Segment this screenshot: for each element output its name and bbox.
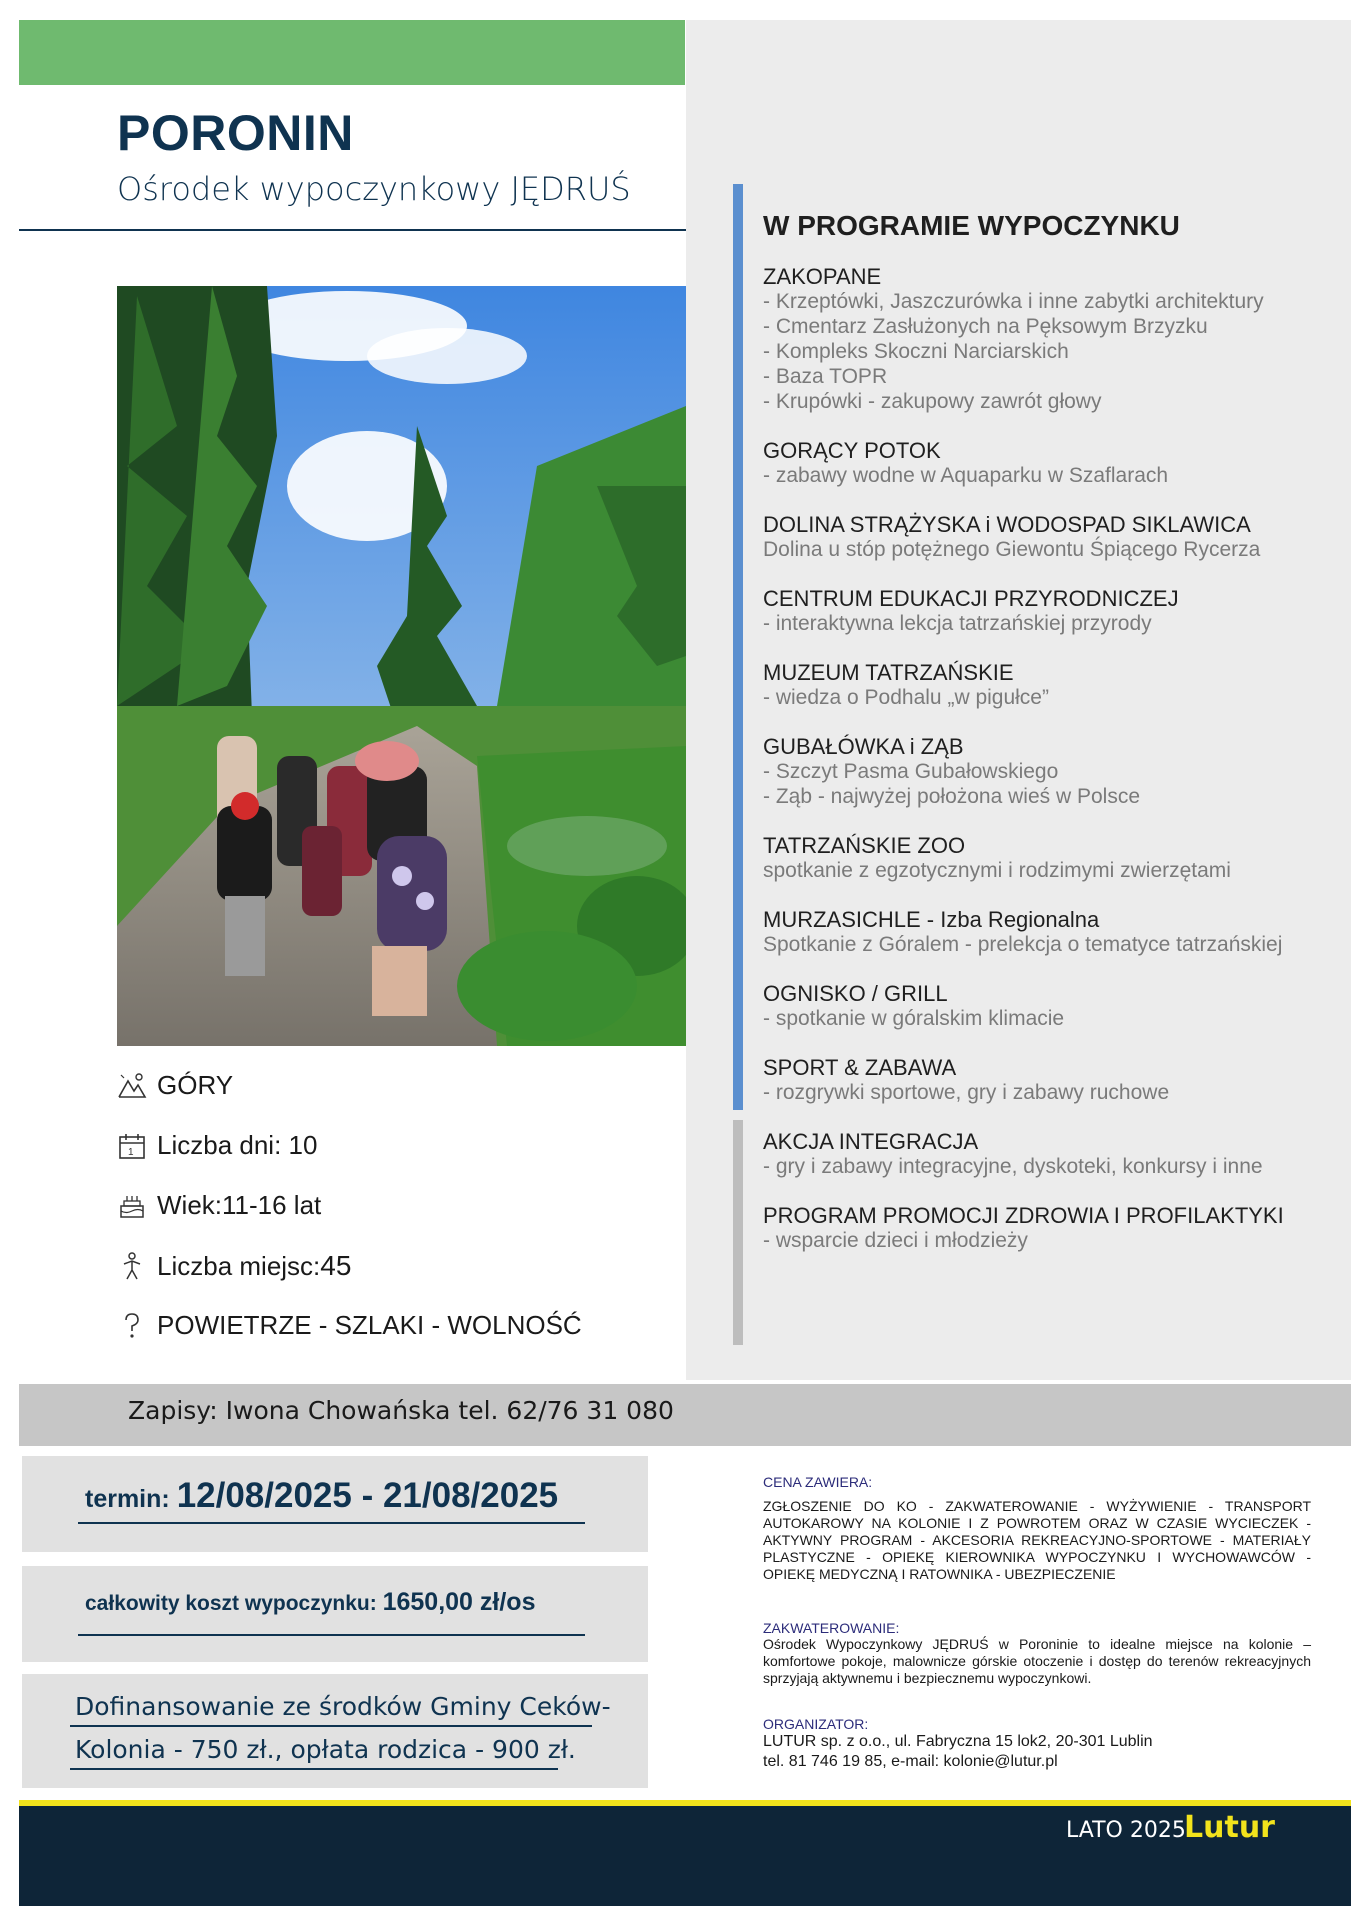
program-item	[763, 264, 1343, 414]
dates-text	[85, 1476, 558, 1516]
program-item-title: TATRZAŃSKIE ZOO	[763, 833, 966, 858]
dates-underline	[78, 1522, 585, 1524]
page-title: PORONIN	[117, 105, 354, 161]
program-item-title: ZAKOPANE	[763, 264, 882, 289]
program-item-line: - Baza TOPR	[763, 365, 888, 388]
program-item-title: OGNISKO / GRILL	[763, 981, 948, 1006]
fact-item	[117, 1190, 321, 1221]
subsidy-line-2: Kolonia - 750 zł., opłata rodzica - 900 zł.	[75, 1735, 576, 1764]
fact-item	[117, 1310, 582, 1341]
page-subtitle: Ośrodek wypoczynkowy JĘDRUŚ	[117, 170, 631, 208]
fact-item	[117, 1130, 317, 1161]
price-text	[85, 1588, 535, 1617]
program-item-line: Spotkanie z Góralem - prelekcja o tematyce tatrzańskiej	[763, 933, 1283, 956]
header-green-bar	[19, 20, 685, 85]
fact-item	[117, 1070, 233, 1101]
price-includes	[763, 1474, 1311, 1583]
cake-icon	[117, 1191, 147, 1221]
svg-text:1: 1	[128, 1146, 134, 1158]
accommodation-text: Ośrodek Wypoczynkowy JĘDRUŚ w Poroninie to idealne miejsce na kolonie – komfortowe pokoje, malownicze górskie otoczenie i dostęp do terenów rekreacyjnych sprzyjają aktywnemu i bezpiecznemu wypoczynkowi.	[763, 1636, 1311, 1686]
program-item-line: - rozgrywki sportowe, gry i zabawy ruchowe	[763, 1081, 1170, 1104]
price-includes-heading: CENA ZAWIERA:	[763, 1474, 873, 1490]
fact-value: 45	[320, 1250, 352, 1281]
photo-illustration	[117, 286, 686, 1046]
program-item-title: GUBAŁÓWKA i ZĄB	[763, 734, 964, 759]
price-underline	[78, 1634, 585, 1636]
brand-logo: Lutur	[1184, 1810, 1275, 1845]
fact-label: Liczba miejsc:	[157, 1250, 321, 1281]
title-divider	[19, 229, 686, 231]
program-list	[763, 264, 1343, 1277]
program-item-title: CENTRUM EDUKACJI PRZYRODNICZEJ	[763, 586, 1179, 611]
program-item	[763, 660, 1343, 710]
program-item	[763, 734, 1343, 809]
program-item-title: MUZEUM TATRZAŃSKIE	[763, 660, 1014, 685]
program-item-line: - gry i zabawy integracyjne, dyskoteki, konkursy i inne	[763, 1155, 1263, 1178]
organizer-address: LUTUR sp. z o.o., ul. Fabryczna 15 lok2, 20-301 Lublin	[763, 1733, 1153, 1750]
price-value: 1650,00 zł/os	[382, 1588, 536, 1616]
accommodation	[763, 1620, 1311, 1687]
program-item-line: - Krzeptówki, Jaszczurówka i inne zabytki architektury	[763, 290, 1264, 313]
program-item	[763, 512, 1343, 562]
organizer-contact: tel. 81 746 19 85, e-mail: kolonie@lutur.pl	[763, 1753, 1058, 1770]
program-item-line: - Szczyt Pasma Gubałowskiego	[763, 760, 1059, 783]
price-label: całkowity koszt wypoczynku:	[85, 1592, 383, 1615]
program-item-title: MURZASICHLE - Izba Regionalna	[763, 907, 1100, 932]
program-item-line: - spotkanie w góralskim klimacie	[763, 1007, 1065, 1030]
program-item-line: - wiedza o Podhalu „w pigułce”	[763, 686, 1049, 709]
program-item-line: - Cmentarz Zasłużonych na Pęksowym Brzyzku	[763, 315, 1208, 338]
program-item-title: SPORT & ZABAWA	[763, 1055, 957, 1080]
question-icon	[117, 1311, 147, 1341]
program-item	[763, 1055, 1343, 1105]
organizer-heading: ORGANIZATOR:	[763, 1716, 869, 1732]
program-item-title: PROGRAM PROMOCJI ZDROWIA I PROFILAKTYKI	[763, 1203, 1284, 1228]
registration-contact: Zapisy: Iwona Chowańska tel. 62/76 31 080	[128, 1396, 674, 1425]
program-item	[763, 586, 1343, 636]
program-item-line: - interaktywna lekcja tatrzańskiej przyrody	[763, 612, 1152, 635]
fact-label: GÓRY	[157, 1070, 234, 1100]
person-icon	[117, 1251, 147, 1281]
hiking-photo	[117, 286, 686, 1046]
price-includes-text: ZGŁOSZENIE DO KO - ZAKWATEROWANIE - WYŻYWIENIE - TRANSPORT AUTOKAROWY NA KOLONIE I Z POWROTEM ORAZ W CZASIE WYCIECZEK - AKTYWNY PROGRAM - AKCESORIA REKREACYJNO-SPORTOWE - MATERIAŁY PLASTYCZNE - OPIEKĘ KIEROWNIKA WYPOCZYNKU I WYCHOWAWCÓW - OPIEKĘ MEDYCZNĄ I RATOWNIKA - UBEZPIECZENIE	[763, 1498, 1311, 1582]
program-item-title: AKCJA INTEGRACJA	[763, 1129, 979, 1154]
program-title: W PROGRAMIE WYPOCZYNKU	[763, 210, 1180, 241]
fact-label: Wiek:11-16 lat	[157, 1190, 322, 1220]
footer-season: LATO 2025	[1066, 1818, 1186, 1843]
program-accent-bar-grey	[733, 1120, 743, 1345]
program-item-line: Dolina u stóp potężnego Giewontu Śpiącego Rycerza	[763, 538, 1261, 561]
dates-label: termin:	[85, 1485, 177, 1513]
program-accent-bar	[733, 184, 743, 1110]
program-item-line: - Kompleks Skoczni Narciarskich	[763, 340, 1069, 363]
dates-value: 12/08/2025 - 21/08/2025	[176, 1476, 559, 1515]
mountain-icon	[117, 1071, 147, 1101]
subsidy-underline	[70, 1725, 592, 1727]
calendar-icon	[117, 1131, 147, 1161]
fact-label: Liczba dni: 10	[157, 1130, 318, 1160]
fact-label: POWIETRZE - SZLAKI - WOLNOŚĆ	[157, 1310, 582, 1340]
program-item	[763, 833, 1343, 883]
program-item-line: - Ząb - najwyżej położona wieś w Polsce	[763, 785, 1140, 808]
subsidy-line-1: Dofinansowanie ze środków Gminy Ceków-	[75, 1692, 611, 1721]
organizer	[763, 1716, 1311, 1772]
program-item	[763, 1203, 1343, 1253]
accommodation-heading: ZAKWATEROWANIE:	[763, 1620, 900, 1636]
program-item-line: - wsparcie dzieci i młodzieży	[763, 1229, 1028, 1252]
program-item	[763, 438, 1343, 488]
program-item-title: DOLINA STRĄŻYSKA i WODOSPAD SIKLAWICA	[763, 512, 1251, 537]
program-item	[763, 1129, 1343, 1179]
subsidy-underline	[70, 1768, 558, 1770]
program-item-line: spotkanie z egzotycznymi i rodzimymi zwierzętami	[763, 859, 1231, 882]
program-item-line: - Krupówki - zakupowy zawrót głowy	[763, 390, 1102, 413]
program-item-line: - zabawy wodne w Aquaparku w Szaflarach	[763, 464, 1169, 487]
fact-item	[117, 1250, 351, 1282]
program-item-title: GORĄCY POTOK	[763, 438, 941, 463]
program-item	[763, 907, 1343, 957]
program-item	[763, 981, 1343, 1031]
